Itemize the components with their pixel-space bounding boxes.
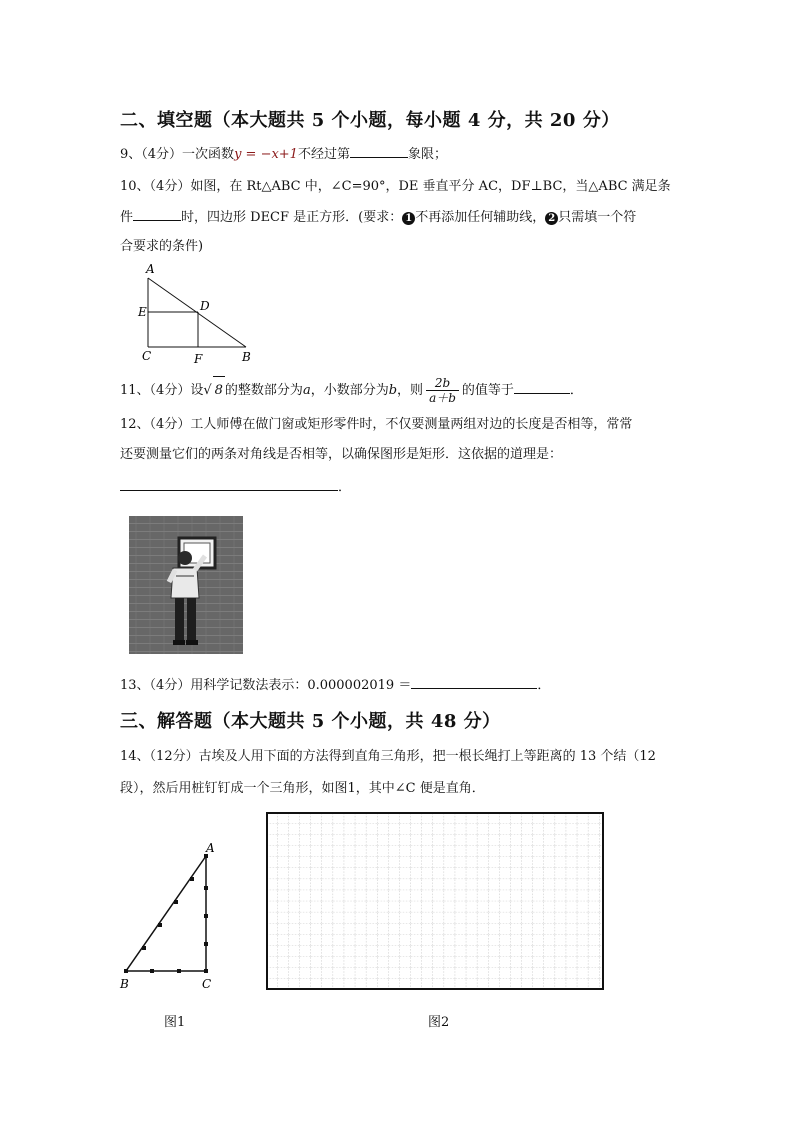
section-3-title: 三、解答题（本大题共 5 个小题，共 48 分） bbox=[120, 711, 501, 732]
label-a: A bbox=[146, 262, 155, 276]
question-number: 13、（4分） bbox=[120, 678, 191, 693]
label-f: F bbox=[194, 352, 203, 366]
grid-figure bbox=[266, 812, 604, 990]
question-text: 工人师傅在做门窗或矩形零件时，不仅要测量两组对边的长度是否相等，常常 bbox=[190, 417, 633, 432]
knot bbox=[204, 969, 208, 973]
knot bbox=[142, 946, 146, 950]
knot bbox=[177, 969, 181, 973]
question-text: 用科学记数法表示： bbox=[190, 678, 308, 693]
question-9 bbox=[120, 145, 447, 164]
question-number: 10、（4分） bbox=[120, 179, 191, 194]
label-c: C bbox=[142, 349, 152, 363]
question-text: ，则 bbox=[397, 383, 424, 398]
question-text: ． bbox=[338, 480, 352, 495]
question-12-line-2: 还要测量它们的两条对角线是否相等，以确保图形是矩形．这依据的道理是： bbox=[120, 447, 563, 462]
question-number: 9、（4分） bbox=[120, 147, 183, 162]
decimal-value: 0.000002019 ＝ bbox=[307, 678, 412, 693]
question-text: 不再添加任何辅助线， bbox=[415, 210, 546, 225]
question-number: 11、（4分） bbox=[120, 383, 191, 398]
label-b: B bbox=[120, 977, 129, 991]
circled-number-2: 2 bbox=[545, 212, 558, 225]
formula: y = −x+1 bbox=[234, 147, 298, 162]
worker-head bbox=[178, 551, 192, 565]
var-b: b bbox=[388, 383, 398, 398]
question-10-line-3: 合要求的条件) bbox=[120, 239, 204, 254]
question-text: 只需填一个符 bbox=[558, 210, 637, 225]
question-text: ． bbox=[537, 678, 551, 693]
answer-blank[interactable] bbox=[133, 208, 181, 221]
question-text: 时，四边形 DECF 是正方形．(要求： bbox=[181, 210, 403, 225]
worker-leg-left bbox=[175, 598, 184, 642]
fraction-numerator: 2b bbox=[426, 376, 459, 391]
question-number: 14、（12分） bbox=[120, 749, 199, 764]
question-text: 不经过第 bbox=[297, 147, 350, 162]
sqrt-argument: 8 bbox=[213, 376, 225, 405]
rope-triangle-figure bbox=[116, 838, 226, 998]
grid-lines bbox=[267, 813, 603, 989]
question-text: 的值等于 bbox=[461, 383, 514, 398]
question-text: 古埃及人用下面的方法得到直角三角形，把一根长绳打上等距离的 13 个结（12 bbox=[198, 749, 656, 764]
question-14-line-2: 段），然后用桩钉钉成一个三角形，如图1，其中∠C 便是直角． bbox=[120, 781, 485, 796]
question-text: ，小数部分为 bbox=[310, 383, 389, 398]
question-text: 设 bbox=[190, 383, 204, 398]
question-text: 件 bbox=[120, 210, 134, 225]
question-text: 的整数部分为 bbox=[224, 383, 303, 398]
question-12-line-1 bbox=[120, 416, 632, 434]
label-e: E bbox=[138, 305, 147, 319]
question-number: 12、（4分） bbox=[120, 417, 191, 432]
knot bbox=[174, 900, 178, 904]
label-b: B bbox=[242, 350, 251, 364]
knot bbox=[124, 969, 128, 973]
question-text: 如图，在 Rt△ABC 中，∠C=90°，DE 垂直平分 AC，DF⊥BC，当△ABC 满足条 bbox=[190, 179, 671, 194]
knot bbox=[150, 969, 154, 973]
var-a: a bbox=[302, 383, 311, 398]
fraction bbox=[426, 376, 459, 405]
triangle-figure-q10 bbox=[130, 260, 260, 366]
knot bbox=[190, 877, 194, 881]
question-10-line-2 bbox=[120, 208, 636, 227]
question-text: 一次函数 bbox=[182, 147, 235, 162]
question-10-line-1 bbox=[120, 178, 671, 196]
section-2-title: 二、填空题（本大题共 5 个小题，每小题 4 分，共 20 分） bbox=[120, 110, 620, 131]
answer-blank[interactable] bbox=[120, 478, 338, 491]
question-13 bbox=[120, 676, 550, 695]
figure-1-caption: 图1 bbox=[164, 1015, 186, 1030]
answer-blank[interactable] bbox=[411, 676, 537, 689]
question-text: 象限； bbox=[407, 147, 447, 162]
figure-2-caption: 图2 bbox=[428, 1015, 450, 1030]
label-c: C bbox=[202, 977, 212, 991]
question-12-answer-line bbox=[120, 478, 351, 497]
worker-leg-right bbox=[187, 598, 196, 642]
answer-blank[interactable] bbox=[350, 145, 408, 158]
question-text: ． bbox=[569, 383, 583, 398]
circled-number-1: 1 bbox=[402, 212, 415, 225]
side-ab bbox=[126, 856, 206, 971]
fraction-denominator: a＋b bbox=[429, 391, 456, 405]
knot bbox=[158, 923, 162, 927]
worker-photo bbox=[129, 516, 243, 654]
sqrt-symbol: √ bbox=[203, 383, 212, 398]
knot bbox=[204, 914, 208, 918]
answer-blank[interactable] bbox=[514, 381, 570, 394]
question-14-line-1 bbox=[120, 748, 656, 766]
label-d: D bbox=[200, 299, 210, 313]
knot bbox=[204, 886, 208, 890]
question-11 bbox=[120, 376, 583, 405]
label-a: A bbox=[206, 841, 215, 855]
knot bbox=[204, 942, 208, 946]
